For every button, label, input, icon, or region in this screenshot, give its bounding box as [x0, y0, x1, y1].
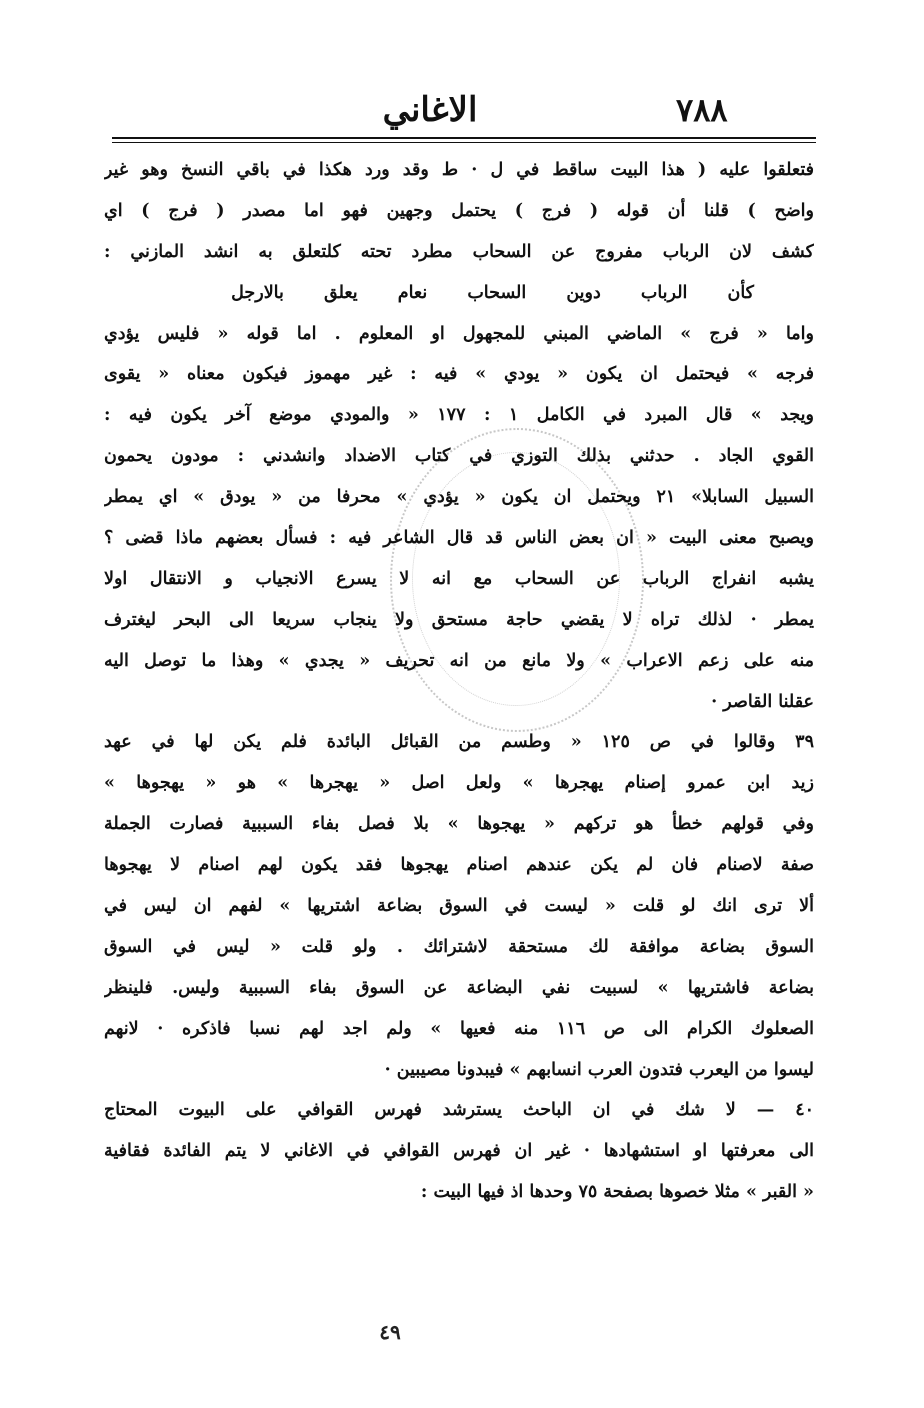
- text-line: السبيل السابلا» ٢١ ويحتمل ان يكون « يؤدي » محرفا من « يودق » اي يمطر: [104, 487, 814, 508]
- text-line: منه على زعم الاعراب » ولا مانع من انه تحريف « يجدي » وهذا ما توصل اليه: [104, 650, 814, 671]
- text-line: بضاعة فاشتريها » لسبيت نفي البضاعة عن السوق بفاء السببية وليس. فلينظر: [104, 977, 814, 998]
- signature-mark: ٤٩: [379, 1320, 401, 1344]
- text-line: الصعلوك الكرام الى ص ١١٦ منه فعيها » ولم اجد لهم نسبا فاذكره · لانهم: [104, 1018, 814, 1039]
- text-line: واما « فرج » الماضي المبني للمجهول او المعلوم . اما قوله « فليس يؤدي: [104, 323, 814, 344]
- header-rule: [112, 137, 816, 139]
- text-line: ٤٠ — لا شك في ان الباحث يسترشد فهرس القوافي على البيوت المحتاج: [104, 1100, 814, 1121]
- text-line: فرجه » فيحتمل ان يكون « يودي » فيه : غير مهموز فيكون معناه « يقوى: [104, 364, 814, 385]
- text-line: كشف لان الرباب مفروج عن السحاب مطرد تحته كلتعلق به انشد المازني :: [104, 241, 814, 262]
- body-text: [104, 150, 814, 1213]
- text-line: « القبر » مثلا خصوها بصفحة ٧٥ وحدها اذ فيها البيت :: [420, 1182, 814, 1203]
- text-line: السوق بضاعة موافقة لك مستحقة لاشترائك . ولو قلت « ليس في السوق: [104, 936, 814, 957]
- text-line: زيد ابن عمرو إصنام يهجرها » ولعل اصل « يهجرها » هو « يهجوها »: [104, 773, 814, 794]
- text-line: وفي قولهم خطأ هو تركهم « يهجوها » بلا فصل بفاء السببية فصارت الجملة: [104, 814, 814, 835]
- text-line: الى معرفتها او استشهادها · غير ان فهرس القوافي في الاغاني لا يتم الفائدة فقافية: [104, 1141, 814, 1162]
- text-line: يمطر · لذلك تراه لا يقضي حاجة مستحق ولا ينجاب سريعا الى البحر ليغترف: [104, 609, 814, 630]
- header-rule-thin: [112, 142, 816, 143]
- page-number: ٧٨٨: [676, 91, 728, 129]
- verse-line: كأن الرباب دوين السحاب نعام يعلق بالارجل: [231, 282, 754, 303]
- text-line: فتعلقوا عليه ( هذا البيت ساقط في ل · ط وقد ورد هكذا في باقي النسخ وهو غير: [104, 160, 814, 180]
- text-line: عقلنا القاصر ·: [711, 691, 814, 712]
- text-line: صفة لاصنام فان لم يكن عندهم اصنام يهجوها فقد يكون لهم اصنام لا يهجوها: [104, 855, 814, 876]
- text-line: ويجد » قال المبرد في الكامل ١ : ١٧٧ « والمودي موضع آخر يكون فيه :: [104, 405, 814, 426]
- text-line: ٣٩ وقالوا في ص ١٢٥ « وطسم من القبائل البائدة فلم يكن لها في عهد: [104, 732, 814, 753]
- text-line: القوي الجاد . حدثني بذلك التوزي في كتاب الاضداد وانشدني : مودون يحمون: [104, 446, 814, 467]
- text-line: ليسوا من اليعرب فتدون العرب انسابهم » فيبدونا مصيبين ·: [384, 1059, 814, 1080]
- running-title: الاغاني: [382, 90, 478, 130]
- text-line: يشبه انفراج الرباب عن السحاب مع انه لا يسرع الانجياب و الانتقال اولا: [104, 568, 814, 589]
- text-line: ألا ترى انك لو قلت « ليست في السوق بضاعة اشتريها » لفهم ان ليس في: [104, 896, 814, 917]
- text-line: ويصبح معنى البيت « ان بعض الناس قد قال الشاعر فيه : فسأل بعضهم ماذا قضى ؟: [104, 528, 814, 549]
- text-line: واضح ) قلنا أن قوله ( فرج ) يحتمل وجهين فهو اما مصدر ( فرج ) اي: [104, 200, 814, 221]
